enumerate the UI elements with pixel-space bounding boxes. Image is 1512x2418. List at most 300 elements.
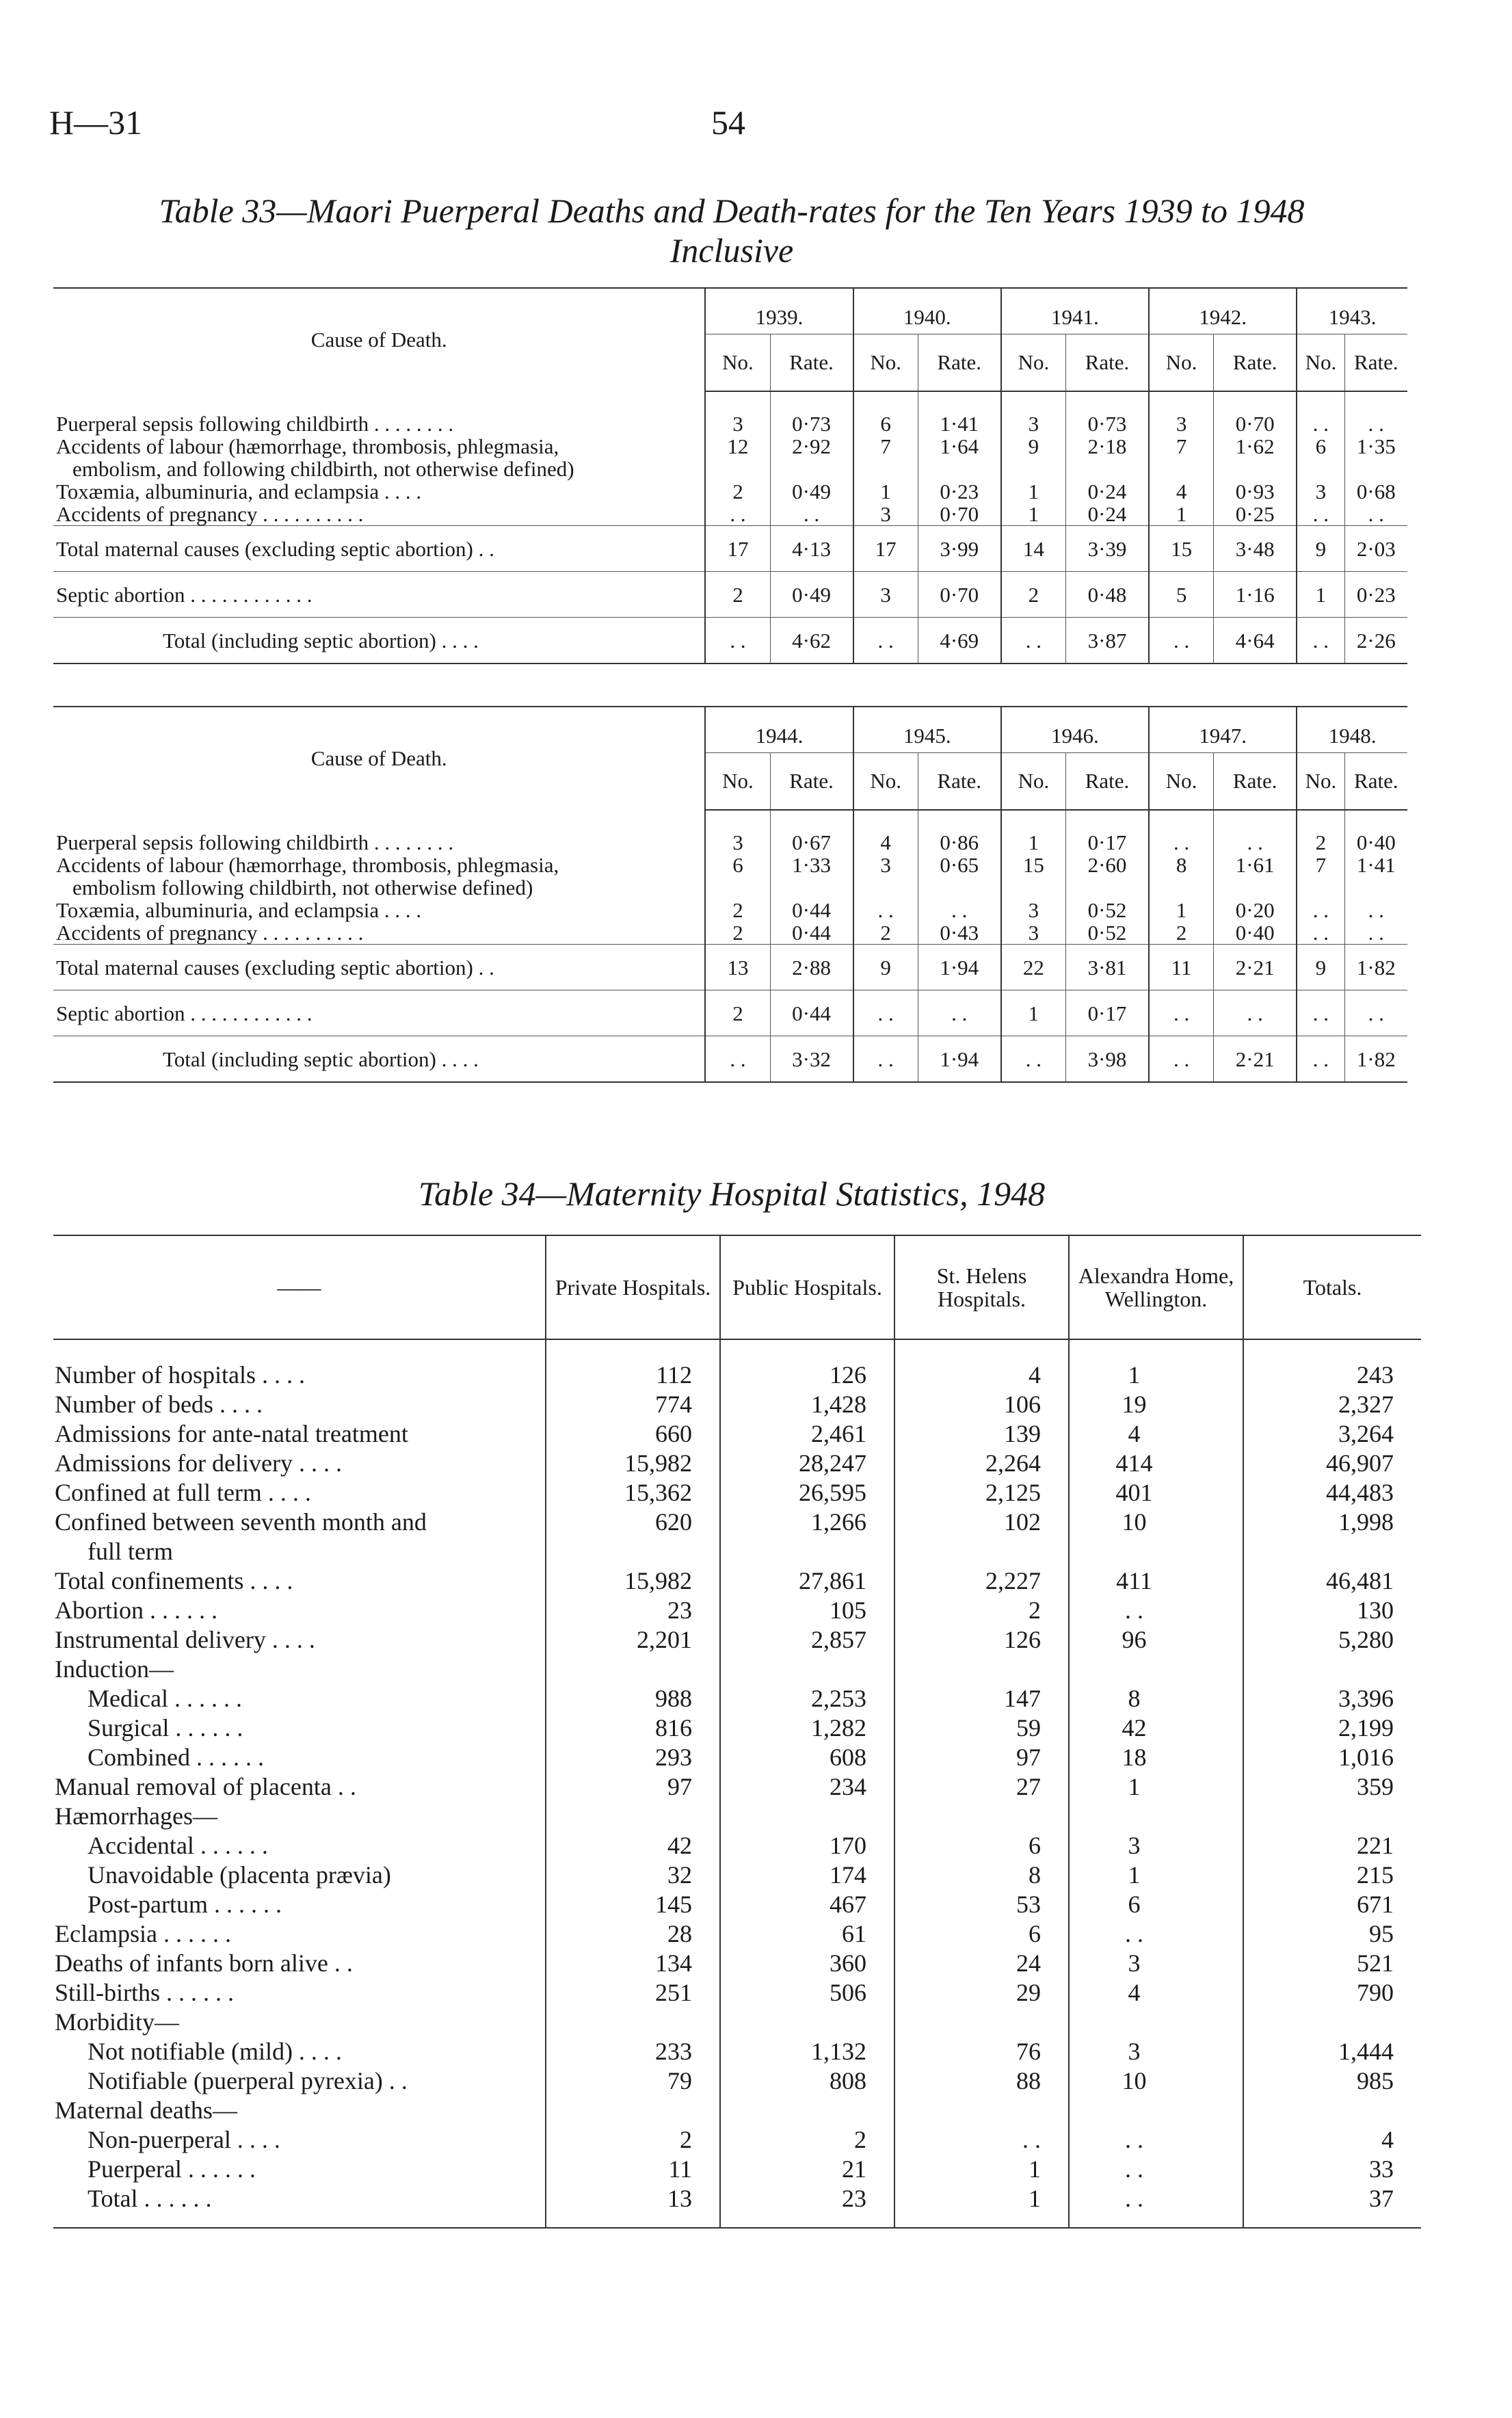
cause-label: Total maternal causes (excluding septic abortion) . . (53, 945, 705, 990)
row-label: full term (88, 1538, 173, 1565)
cell: 0·93 (1214, 480, 1297, 503)
cell: 0·48 (1065, 572, 1149, 618)
year-header: 1943. (1297, 288, 1407, 334)
cell: 3 (1069, 1949, 1243, 1978)
row-label: Number of beds . . . . (55, 1391, 263, 1418)
cause-label: Accidents of labour (hæmorrhage, thrombosis, phlegmasia, embolism, and following childbirth, not otherwise defined) (56, 434, 574, 481)
row-label: Admissions for ante-natal treatment (55, 1420, 408, 1447)
row-label: Admissions for delivery . . . . (55, 1449, 342, 1477)
cell: 126 (720, 1361, 894, 1390)
year-header: 1946. (1001, 707, 1149, 753)
cell: 3 (705, 831, 770, 854)
cell: 96 (1069, 1625, 1243, 1655)
row-label: Post-partum . . . . . . (88, 1891, 282, 1918)
cell: 401 (1069, 1478, 1243, 1508)
cell: 0·86 (918, 831, 1001, 854)
rate-header: Rate. (918, 753, 1001, 810)
cell: 3 (1297, 480, 1344, 503)
column-header: Totals. (1243, 1235, 1421, 1339)
row-label: Still-births . . . . . . (55, 1979, 235, 2006)
cell: 4·64 (1214, 618, 1297, 664)
cell: 360 (720, 1949, 894, 1978)
table-row (53, 526, 1407, 572)
table-row (53, 2125, 1421, 2155)
cell: 2 (853, 921, 918, 945)
row-label: Total . . . . . . (53, 2184, 546, 2228)
row-label: Surgical . . . . . . (88, 1714, 243, 1742)
cell: 2 (705, 899, 770, 921)
year-header: 1940. (853, 288, 1001, 334)
cell: 139 (894, 1419, 1069, 1449)
no-header: No. (1001, 753, 1066, 810)
cell: . . (1214, 831, 1297, 854)
cell: 2·03 (1344, 526, 1407, 572)
row-label: Maternal deaths— (55, 2097, 237, 2124)
table-row (53, 1566, 1421, 1596)
cause-label: Total (including septic abortion) . . . . (53, 1036, 705, 1083)
cell (720, 1537, 894, 1566)
cell: 0·73 (770, 412, 853, 435)
column-header: —— (53, 1235, 546, 1339)
cell (1243, 2008, 1421, 2037)
table-row (53, 1802, 1421, 1831)
cell: . . (853, 1036, 918, 1083)
cell: 2,857 (720, 1625, 894, 1655)
cell: 2 (705, 572, 770, 618)
year-header: 1945. (853, 707, 1001, 753)
cell: 170 (720, 1831, 894, 1861)
cell (720, 2008, 894, 2037)
table33-title-line2: Inclusive (669, 231, 794, 270)
row-label: Eclampsia . . . . . . (55, 1920, 231, 1947)
table34 (53, 1235, 1421, 2229)
cell: 1 (1001, 480, 1066, 503)
cell: 1·35 (1344, 435, 1407, 480)
cell: . . (1069, 2155, 1243, 2184)
cell: 816 (546, 1713, 720, 1743)
cell: 7 (1297, 854, 1344, 899)
cell: 37 (1243, 2184, 1421, 2228)
table-row (53, 480, 1407, 503)
no-header: No. (1297, 334, 1344, 391)
cell: 3 (1001, 412, 1066, 435)
cell: 0·49 (770, 480, 853, 503)
cell: 8 (894, 1861, 1069, 1890)
cell: 4 (1149, 480, 1214, 503)
cell: . . (894, 2125, 1069, 2155)
cell: 61 (720, 1919, 894, 1949)
cell: 608 (720, 1743, 894, 1772)
cell: 2·21 (1214, 1036, 1297, 1083)
cell: 6 (894, 1831, 1069, 1861)
cell: 251 (546, 1978, 720, 2008)
cell: 359 (1243, 1772, 1421, 1802)
no-header: No. (853, 334, 918, 391)
table-row (53, 1655, 1421, 1684)
cell: 46,907 (1243, 1449, 1421, 1478)
table-row (53, 1684, 1421, 1713)
table-row (53, 1537, 1421, 1566)
no-header: No. (1297, 753, 1344, 810)
cell: 15,982 (546, 1449, 720, 1478)
rate-header: Rate. (1214, 334, 1297, 391)
row-label: Instrumental delivery . . . . (55, 1626, 315, 1653)
cell: 3 (705, 412, 770, 435)
table-row (53, 1625, 1421, 1655)
row-label: Confined between seventh month and (55, 1508, 427, 1536)
cell: 1·41 (918, 412, 1001, 435)
cell (894, 2096, 1069, 2125)
table-row (53, 1949, 1421, 1978)
row-label: Hæmorrhages— (55, 1802, 217, 1830)
cell: 9 (1297, 945, 1344, 990)
table-row (53, 945, 1407, 990)
cell: 1 (1149, 503, 1214, 526)
cell: 521 (1243, 1949, 1421, 1978)
cell: 2,327 (1243, 1390, 1421, 1419)
cell: 105 (720, 1596, 894, 1625)
cell: 243 (1243, 1361, 1421, 1390)
cell: 0·17 (1065, 831, 1149, 854)
table33-title: Table 33—Maori Puerperal Deaths and Death-rates for the Ten Years 1939 to 1948 (159, 192, 1305, 230)
cell: 2 (705, 480, 770, 503)
cell: 660 (546, 1419, 720, 1449)
cell (1069, 2096, 1243, 2125)
cell: 2·21 (1214, 945, 1297, 990)
cell: 7 (853, 435, 918, 480)
cell: 293 (546, 1743, 720, 1772)
cell: 0·17 (1065, 990, 1149, 1036)
cell: 10 (1069, 2066, 1243, 2096)
cell: 5,280 (1243, 1625, 1421, 1655)
cell (720, 1655, 894, 1684)
cell: 1,266 (720, 1508, 894, 1537)
no-header: No. (1149, 753, 1214, 810)
cell: 3 (853, 503, 918, 526)
cell: 6 (853, 412, 918, 435)
cell: 0·44 (770, 990, 853, 1036)
table-row (53, 1743, 1421, 1772)
no-header: No. (853, 753, 918, 810)
table-row (53, 990, 1407, 1036)
cell: 1·41 (1344, 854, 1407, 899)
rate-header: Rate. (770, 334, 853, 391)
cell: 1·33 (770, 854, 853, 899)
cell: 11 (546, 2155, 720, 2184)
cause-of-death-header: Cause of Death. (53, 707, 705, 810)
table-row (53, 503, 1407, 526)
cause-label: Toxæmia, albuminuria, and eclampsia . . . . (56, 898, 422, 922)
table-row (53, 1361, 1421, 1390)
cell: 88 (894, 2066, 1069, 2096)
cell: 76 (894, 2037, 1069, 2066)
cell (1069, 1537, 1243, 1566)
row-label: Combined . . . . . . (88, 1744, 264, 1771)
cell: . . (1069, 1919, 1243, 1949)
row-label: Not notifiable (mild) . . . . (88, 2038, 342, 2065)
cell: . . (1001, 618, 1066, 664)
table-row (53, 1390, 1421, 1419)
table-row (53, 2096, 1421, 2125)
cell: 145 (546, 1890, 720, 1919)
cell: 3,264 (1243, 1419, 1421, 1449)
table34-title: Table 34—Maternity Hospital Statistics, 1948 (418, 1174, 1046, 1213)
cell: 6 (894, 1919, 1069, 1949)
row-label: Induction— (55, 1655, 174, 1683)
cell: 2,125 (894, 1478, 1069, 1508)
table-row (53, 1508, 1421, 1537)
row-label: Non-puerperal . . . . (88, 2126, 280, 2153)
year-header: 1947. (1149, 707, 1297, 753)
cell: 8 (1069, 1684, 1243, 1713)
table-row (53, 1978, 1421, 2008)
cell: 790 (1243, 1978, 1421, 2008)
page-reference: H—31 (49, 103, 143, 142)
cell: . . (918, 899, 1001, 921)
cell: 23 (720, 2184, 894, 2228)
rate-header: Rate. (918, 334, 1001, 391)
cause-label: Puerperal sepsis following childbirth . . . . . . . . (56, 412, 454, 436)
no-header: No. (705, 753, 770, 810)
table-row (53, 1772, 1421, 1802)
page-number: 54 (711, 103, 745, 142)
cell: 10 (1069, 1508, 1243, 1537)
cell: 1·61 (1214, 854, 1297, 899)
cell: 808 (720, 2066, 894, 2096)
cell: 1,998 (1243, 1508, 1421, 1537)
cell: . . (1297, 921, 1344, 945)
cell: 2 (1001, 572, 1066, 618)
row-label: Total confinements . . . . (55, 1567, 293, 1594)
cell: . . (1214, 990, 1297, 1036)
cell: 21 (720, 2155, 894, 2184)
cell: 18 (1069, 1743, 1243, 1772)
cell: 15,362 (546, 1478, 720, 1508)
cell: 2,199 (1243, 1713, 1421, 1743)
cell: 2,461 (720, 1419, 894, 1449)
cell: 1 (853, 480, 918, 503)
cell: 985 (1243, 2066, 1421, 2096)
cell: 1 (1001, 503, 1066, 526)
cell: 13 (546, 2184, 720, 2228)
table-row (53, 921, 1407, 945)
cause-label: Septic abortion . . . . . . . . . . . . (53, 990, 705, 1036)
cell: 4·62 (770, 618, 853, 664)
cell: 1 (1001, 831, 1066, 854)
cell: 4·69 (918, 618, 1001, 664)
cell: 0·49 (770, 572, 853, 618)
table33-block1 (53, 287, 1407, 664)
cell: 620 (546, 1508, 720, 1537)
cell: 15 (1001, 854, 1066, 899)
row-label: Abortion . . . . . . (55, 1596, 217, 1624)
cell: 26,595 (720, 1478, 894, 1508)
cell: 1,016 (1243, 1743, 1421, 1772)
cell: 24 (894, 1949, 1069, 1978)
cell: 0·52 (1065, 899, 1149, 921)
cell: 3 (853, 572, 918, 618)
cause-label: Toxæmia, albuminuria, and eclampsia . . . . (56, 479, 422, 503)
cell: . . (705, 618, 770, 664)
cell: . . (853, 990, 918, 1036)
cell: 0·23 (918, 480, 1001, 503)
no-header: No. (705, 334, 770, 391)
table-row (53, 899, 1407, 921)
cell: 2 (1297, 831, 1344, 854)
cell: 233 (546, 2037, 720, 2066)
cell: 0·23 (1344, 572, 1407, 618)
cell: 3 (853, 854, 918, 899)
cell: 1,132 (720, 2037, 894, 2066)
cell: 1 (1069, 1772, 1243, 1802)
cell: 1·82 (1344, 1036, 1407, 1083)
row-label: Number of hospitals . . . . (55, 1361, 305, 1389)
cell: 0·20 (1214, 899, 1297, 921)
cell: 27 (894, 1772, 1069, 1802)
cell: 17 (853, 526, 918, 572)
cell: . . (1297, 618, 1344, 664)
table-row (53, 1449, 1421, 1478)
cell: 174 (720, 1861, 894, 1890)
cell: 1 (1001, 990, 1066, 1036)
cell: 3·39 (1065, 526, 1149, 572)
cell: . . (705, 1036, 770, 1083)
cell (546, 1802, 720, 1831)
cell (546, 1537, 720, 1566)
row-label: Puerperal . . . . . . (88, 2155, 256, 2183)
cell: 44,483 (1243, 1478, 1421, 1508)
cell: 0·73 (1065, 412, 1149, 435)
cause-label: Puerperal sepsis following childbirth . . . . . . . . (56, 830, 454, 854)
cell: . . (705, 503, 770, 526)
cell: 0·43 (918, 921, 1001, 945)
cell: 4 (1243, 2125, 1421, 2155)
cell: 2,264 (894, 1449, 1069, 1478)
cell: 0·52 (1065, 921, 1149, 945)
cell: 1 (1297, 572, 1344, 618)
cell: 19 (1069, 1390, 1243, 1419)
table-row (53, 1596, 1421, 1625)
table-row (53, 435, 1407, 480)
table-row (53, 1861, 1421, 1890)
cell: 2 (894, 1596, 1069, 1625)
cell: 15,982 (546, 1566, 720, 1596)
cell: 1 (894, 2184, 1069, 2228)
cell: . . (770, 503, 853, 526)
cell: 4·13 (770, 526, 853, 572)
cell: 0·40 (1214, 921, 1297, 945)
cell: 2 (705, 921, 770, 945)
cell: . . (1069, 1596, 1243, 1625)
cell: 1·62 (1214, 435, 1297, 480)
cell: 95 (1243, 1919, 1421, 1949)
cell: 59 (894, 1713, 1069, 1743)
cell: 3·81 (1065, 945, 1149, 990)
cell: 774 (546, 1390, 720, 1419)
cell (546, 1655, 720, 1684)
cell: 2 (1149, 921, 1214, 945)
cell: 6 (1297, 435, 1344, 480)
cell: 9 (1297, 526, 1344, 572)
cell (546, 2096, 720, 2125)
cell: . . (1149, 831, 1214, 854)
cell (546, 2008, 720, 2037)
cell: . . (1344, 921, 1407, 945)
cell: 2·92 (770, 435, 853, 480)
table-row (53, 1919, 1421, 1949)
cell: 79 (546, 2066, 720, 2096)
cell: 4 (853, 831, 918, 854)
column-header: St. Helens Hospitals. (894, 1235, 1069, 1339)
cell: 6 (1069, 1890, 1243, 1919)
cell: 28 (546, 1919, 720, 1949)
cell: 2,253 (720, 1684, 894, 1713)
cell: 46,481 (1243, 1566, 1421, 1596)
cell (1243, 1537, 1421, 1566)
rate-header: Rate. (1344, 753, 1407, 810)
cell: 5 (1149, 572, 1214, 618)
cell: 234 (720, 1772, 894, 1802)
cell: 102 (894, 1508, 1069, 1537)
cell: . . (1297, 1036, 1344, 1083)
cell: 3 (1069, 2037, 1243, 2066)
cell: . . (918, 990, 1001, 1036)
cell: 2,201 (546, 1625, 720, 1655)
no-header: No. (1149, 334, 1214, 391)
rate-header: Rate. (1214, 753, 1297, 810)
cell: 0·65 (918, 854, 1001, 899)
year-header: 1939. (705, 288, 853, 334)
row-label: Medical . . . . . . (88, 1685, 242, 1712)
cell: 3·32 (770, 1036, 853, 1083)
cell: 11 (1149, 945, 1214, 990)
cell: 2·60 (1065, 854, 1149, 899)
cell: 3·87 (1065, 618, 1149, 664)
cell (720, 1802, 894, 1831)
cause-label: Accidents of pregnancy . . . . . . . . . . (56, 502, 364, 526)
column-header: Alexandra Home, Wellington. (1069, 1235, 1243, 1339)
cell: 112 (546, 1361, 720, 1390)
table-row (53, 1890, 1421, 1919)
cell: 1 (1149, 899, 1214, 921)
cell: . . (1297, 503, 1344, 526)
cell: 106 (894, 1390, 1069, 1419)
cell: 1,428 (720, 1390, 894, 1419)
cell: 221 (1243, 1831, 1421, 1861)
row-label: Accidental . . . . . . (88, 1832, 268, 1859)
cell: . . (1001, 1036, 1066, 1083)
cell: 3 (1149, 412, 1214, 435)
cell: 0·70 (918, 572, 1001, 618)
cell: 15 (1149, 526, 1214, 572)
rate-header: Rate. (1065, 753, 1149, 810)
cell: 1·64 (918, 435, 1001, 480)
no-header: No. (1001, 334, 1066, 391)
table-row (53, 2066, 1421, 2096)
table-row (53, 831, 1407, 854)
cell: 9 (853, 945, 918, 990)
cell: 17 (705, 526, 770, 572)
rate-header: Rate. (1344, 334, 1407, 391)
cell (1243, 1802, 1421, 1831)
cell: 3 (1001, 899, 1066, 921)
year-header: 1942. (1149, 288, 1297, 334)
cell: 215 (1243, 1861, 1421, 1890)
cell: 3 (1001, 921, 1066, 945)
cell: . . (1344, 412, 1407, 435)
cell: 134 (546, 1949, 720, 1978)
cell (894, 2008, 1069, 2037)
